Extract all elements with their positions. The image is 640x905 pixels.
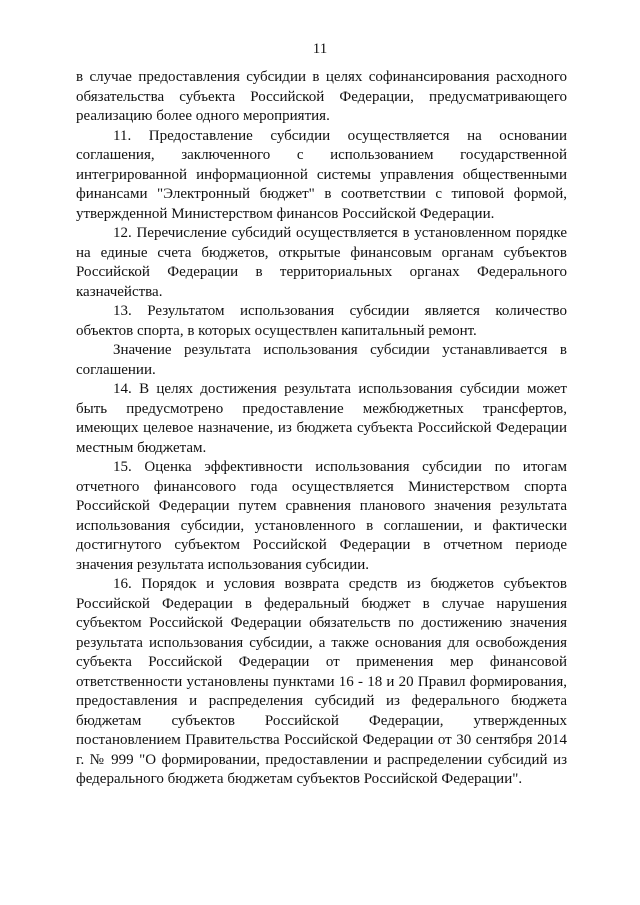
paragraph-13: 13. Результатом использования субсидии является количество объектов спорта, в которых осуществлен капитальный ремонт. bbox=[76, 303, 567, 339]
paragraph-continuation: в случае предоставления субсидии в целях софинансирования расходного обязательства субъекта Российской Федерации, предусматривающего реализацию более одного мероприятия. bbox=[76, 69, 567, 124]
paragraph-14: 14. В целях достижения результата использования субсидии может быть предусмотрено предоставление межбюджетных трансфертов, имеющих целевое назначение, из бюджета субъекта Российской Федерации местным бюджетам. bbox=[76, 381, 567, 456]
paragraph-12: 12. Перечисление субсидий осуществляется в установленном порядке на единые счета бюджетов, открытые финансовым органам субъектов Российской Федерации в территориальных органах Федерального казначейства. bbox=[76, 225, 567, 300]
document-body bbox=[76, 68, 567, 790]
page-number: 11 bbox=[312, 41, 328, 57]
paragraph-16: 16. Порядок и условия возврата средств из бюджетов субъектов Российской Федерации в федеральный бюджет в случае нарушения субъектом Российской Федерации обязательств по достижению значения результата использования субсидии, а также основания для освобождения субъекта Российской Федерации от применения мер финансовой ответственности установлены пунктами 16 - 18 и 20 Правил формирования, предоставления и распределения субсидий из федерального бюджета бюджетам субъектов Российской Федерации, утвержденных постановлением Правительства Российской Федерации от 30 сентября 2014 г. № 999 "О формировании, предоставлении и распределении субсидий из федерального бюджета бюджетам субъектов Российской Федерации". bbox=[76, 576, 567, 787]
paragraph-11: 11. Предоставление субсидии осуществляется на основании соглашения, заключенного с использованием государственной интегрированной информационной системы управления общественными финансами "Электронный бюджет" в соответствии с типовой формой, утвержденной Министерством финансов Российской Федерации. bbox=[76, 127, 567, 222]
paragraph-15: 15. Оценка эффективности использования субсидии по итогам отчетного финансового года осуществляется Министерством спорта Российской Федерации путем сравнения планового значения результата использования субсидии, установленного в соглашении, и фактически достигнутого субъектом Российской Федерации в отчетном периоде значения результата использования субсидии. bbox=[76, 459, 567, 573]
paragraph-13-value: Значение результата использования субсидии устанавливается в соглашении. bbox=[76, 342, 567, 378]
